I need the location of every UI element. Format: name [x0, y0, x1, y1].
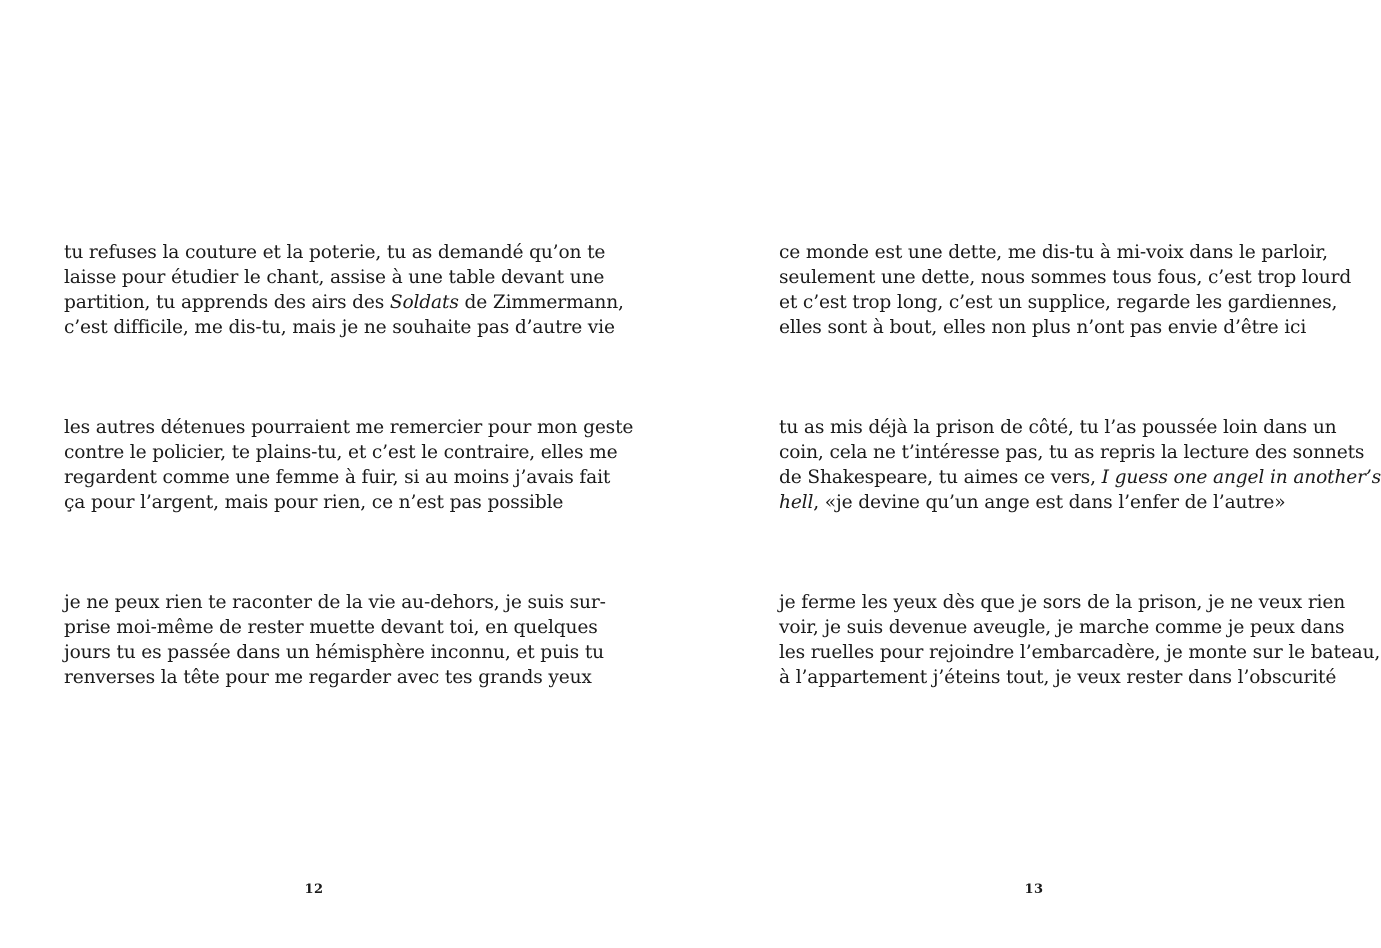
italic-quote: hell [779, 491, 814, 513]
stanza-line: jours tu es passée dans un hémisphère inconnu, et puis tu [64, 641, 604, 663]
right-page [674, 0, 1381, 948]
stanza [64, 416, 634, 516]
stanza-line: et c’est trop long, c’est un supplice, regarde les gardiennes, [779, 291, 1338, 313]
stanza-line: contre le policier, te plains-tu, et c’est le contraire, elles me [64, 441, 618, 463]
stanza [779, 241, 1352, 341]
stanza [779, 416, 1381, 516]
stanza-line: prise moi-même de rester muette devant toi, en quelques [64, 616, 598, 638]
stanza-line [64, 291, 624, 316]
stanza-line: je ferme les yeux dès que je sors de la prison, je ne veux rien [779, 592, 1346, 613]
line-text: de Shakespeare, tu aimes ce vers, [779, 466, 1102, 488]
stanza-line [779, 491, 1286, 516]
stanza-line [779, 466, 1381, 491]
stanza-line: à l’appartement j’éteins tout, je veux rester dans l’obscurité [779, 666, 1337, 688]
stanza-line: c’est difficile, me dis-tu, mais je ne souhaite pas d’autre vie [64, 316, 615, 338]
stanza-line: ça pour l’argent, mais pour rien, ce n’est pas possible [64, 491, 564, 513]
line-text: , «je devine qu’un ange est dans l’enfer de l’autre» [813, 491, 1286, 513]
stanza-line: coin, cela ne t’intéresse pas, tu as repris la lecture des sonnets [779, 441, 1365, 463]
stanza-line: les autres détenues pourraient me remercier pour mon geste [64, 417, 634, 438]
stanza-line: tu refuses la couture et la poterie, tu as demandé qu’on te [64, 242, 606, 263]
left-page [0, 0, 674, 948]
stanza-line: je ne peux rien te raconter de la vie au-dehors, je suis sur- [64, 592, 606, 613]
line-text: partition, tu apprends des airs des [64, 291, 390, 313]
line-text: de Zimmermann, [458, 291, 624, 313]
stanza-line: voir, je suis devenue aveugle, je marche comme je peux dans [779, 616, 1345, 638]
page-number: 13 [1024, 882, 1044, 897]
stanza-line: regardent comme une femme à fuir, si au moins j’avais fait [64, 466, 611, 488]
stanza-line: les ruelles pour rejoindre l’embarcadère, je monte sur le bateau, [779, 641, 1381, 663]
stanza-line: elles sont à bout, elles non plus n’ont pas envie d’être ici [779, 316, 1307, 338]
italic-quote: I guess one angel in another’s [1101, 466, 1381, 488]
page-number: 12 [304, 882, 324, 897]
stanza-line: ce monde est une dette, me dis-tu à mi-voix dans le parloir, [779, 242, 1328, 263]
stanza-line: seulement une dette, nous sommes tous fous, c’est trop lourd [779, 266, 1352, 288]
stanza [64, 241, 624, 341]
stanza [779, 591, 1381, 691]
stanza-line: laisse pour étudier le chant, assise à une table devant une [64, 266, 605, 288]
stanza [64, 591, 606, 691]
italic-title: Soldats [389, 291, 459, 313]
stanza-line: renverses la tête pour me regarder avec tes grands yeux [64, 666, 592, 688]
stanza-line: tu as mis déjà la prison de côté, tu l’as poussée loin dans un [779, 417, 1337, 438]
